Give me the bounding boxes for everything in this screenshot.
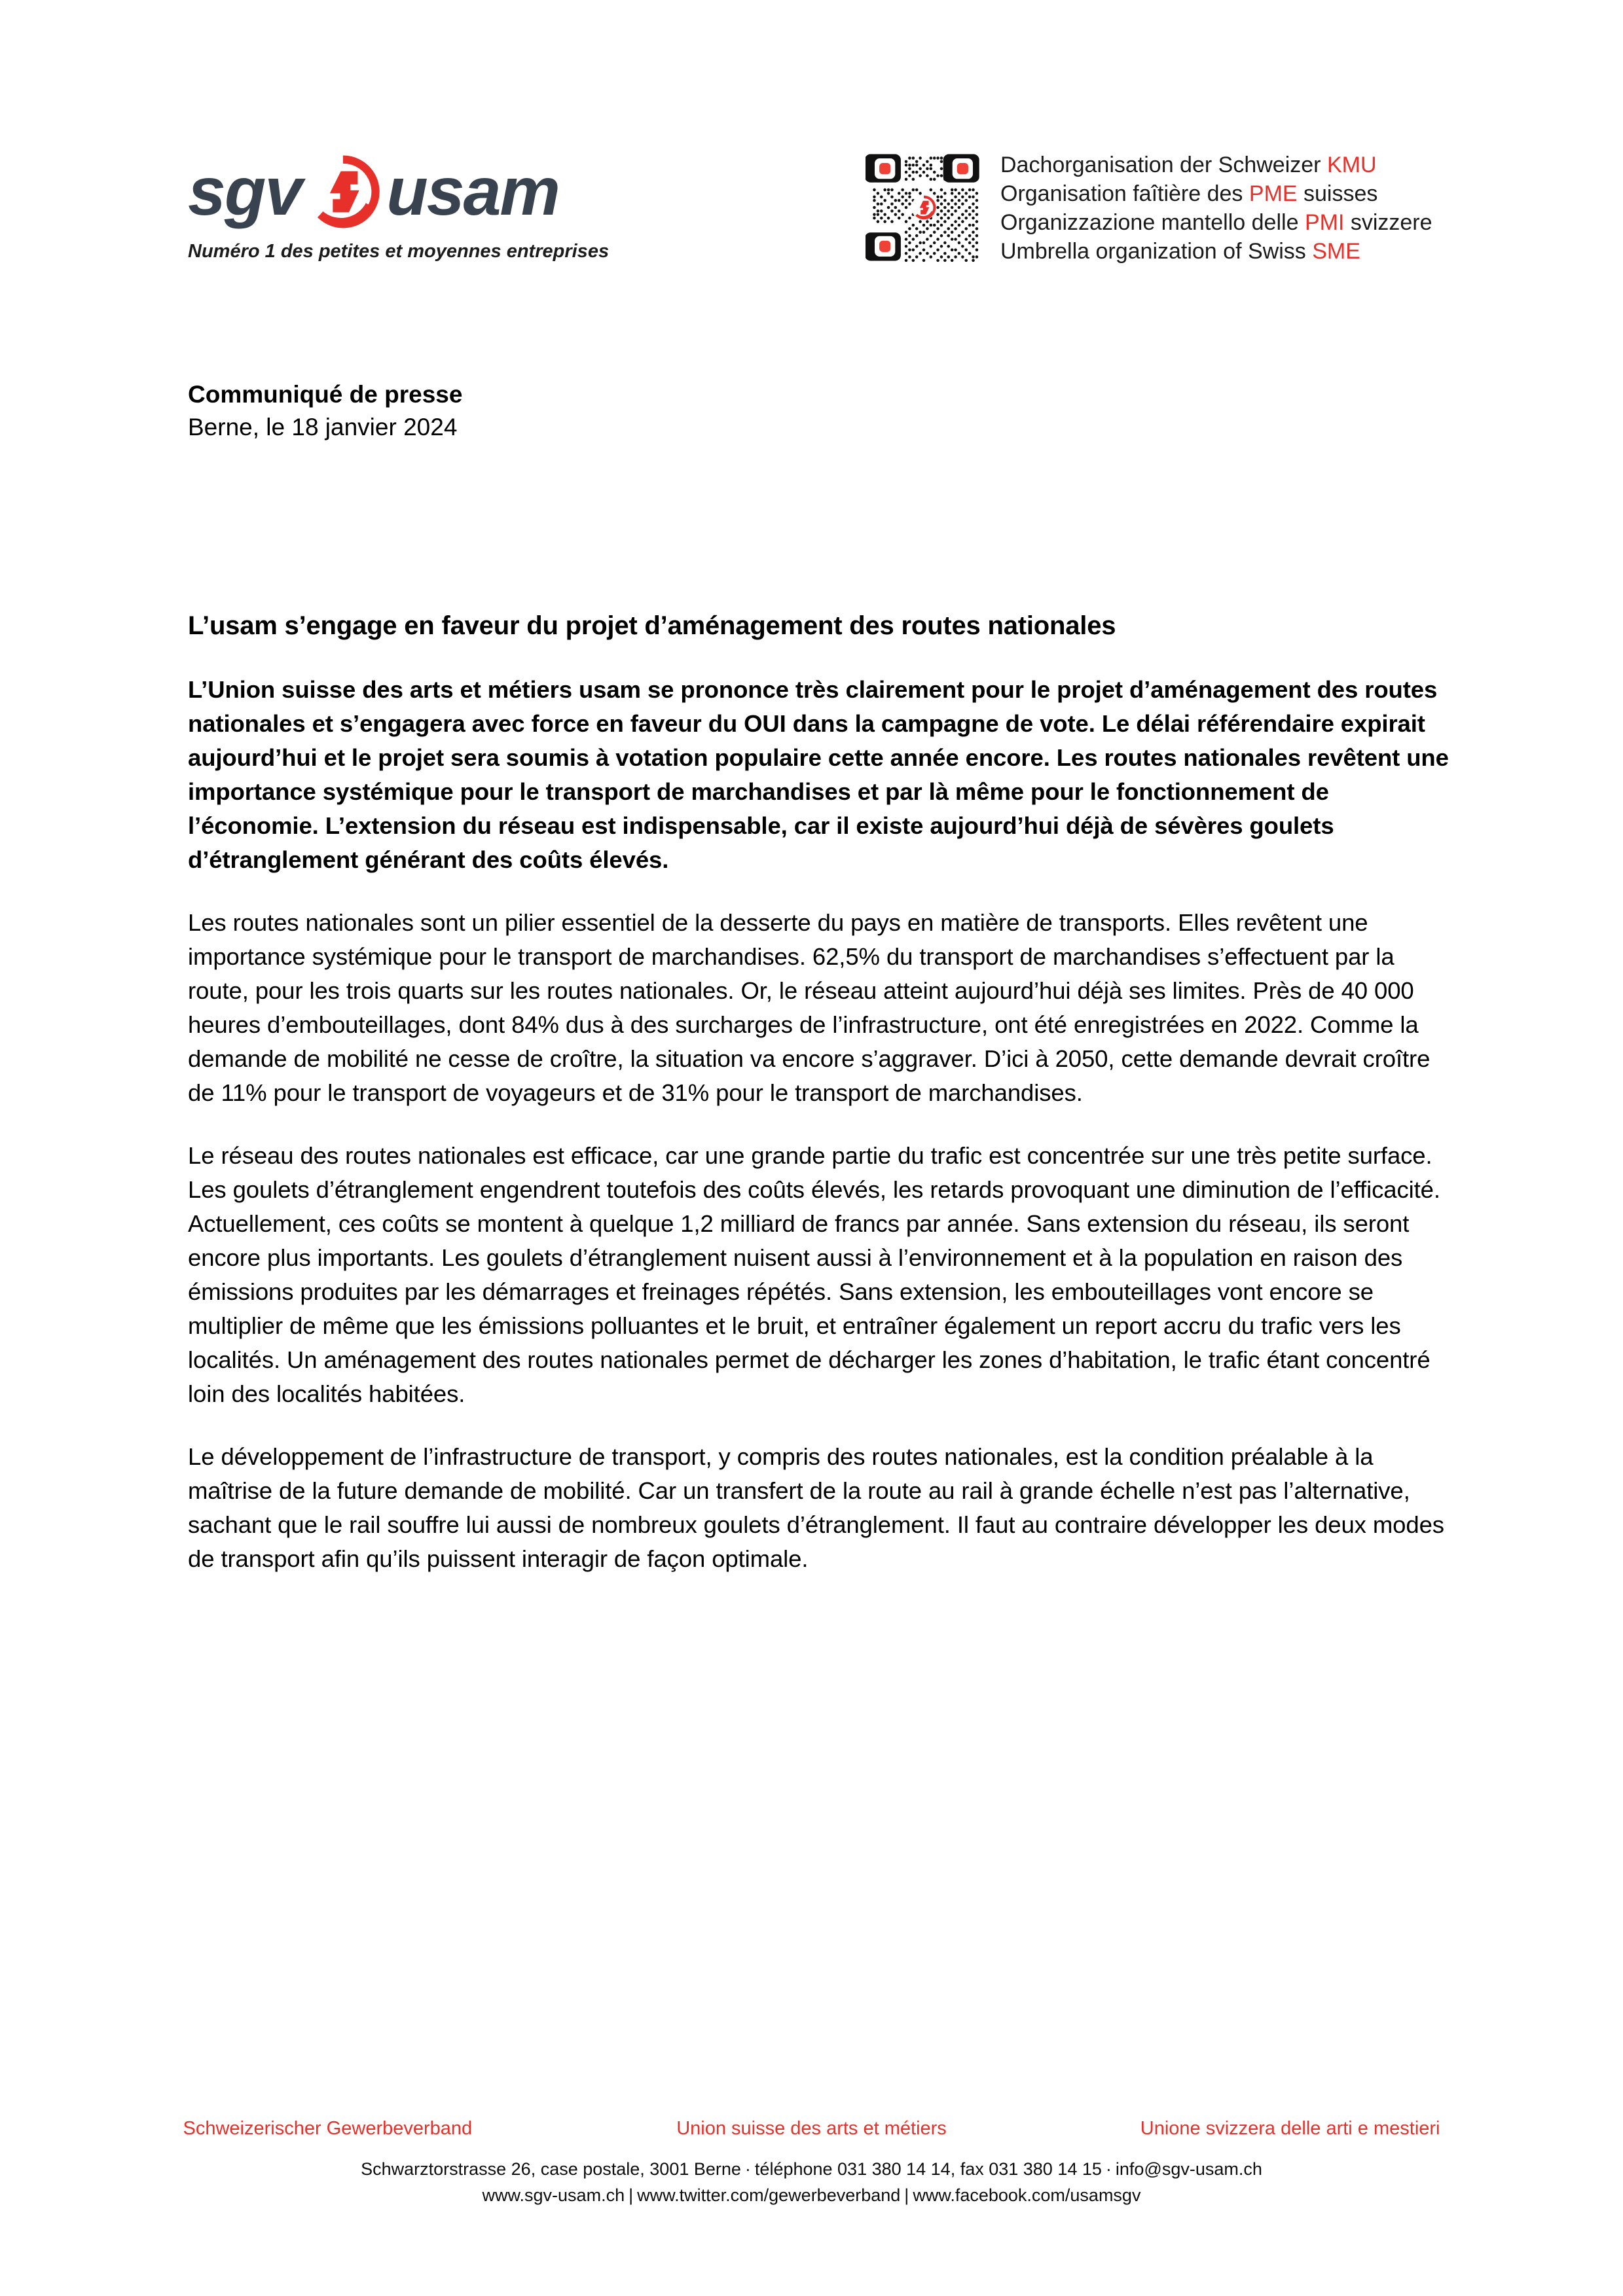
org-line-en-accent: SME [1312, 239, 1360, 264]
org-line-it [1000, 208, 1432, 237]
org-line-de [1000, 151, 1432, 179]
footer-organisation-names [0, 2115, 1623, 2142]
footer-address: Schwarztorstrasse 26, case postale, 3001 Berne [361, 2159, 741, 2179]
page-header [0, 0, 1623, 314]
footer-separator-3: | [629, 2185, 634, 2205]
org-line-it-prefix: Organizzazione mantello delle [1000, 210, 1305, 235]
logo-wordmark-usam: usam [386, 154, 559, 230]
place-and-date: Berne, le 18 janvier 2024 [188, 414, 458, 440]
qr-code[interactable] [866, 149, 982, 266]
footer-separator-2: · [1105, 2159, 1112, 2179]
footer-link-facebook[interactable]: www.facebook.com/usamsgv [913, 2185, 1141, 2205]
logo-wordmark-sgv: sgv [188, 154, 302, 230]
org-line-fr-accent: PME [1249, 181, 1298, 206]
document-type-label: Communiqué de presse [188, 381, 463, 408]
page-title: L’usam s’engage en faveur du projet d’aménagement des routes nationales [188, 611, 1116, 640]
article-body [188, 609, 1451, 1576]
usam-logo [188, 149, 646, 262]
org-line-fr [1000, 179, 1432, 208]
org-line-de-accent: KMU [1326, 152, 1377, 177]
logo-tagline: Numéro 1 des petites et moyennes entreprises [188, 241, 610, 262]
org-line-en-prefix: Umbrella organization of Swiss [1000, 239, 1313, 264]
lead-paragraph: L’Union suisse des arts et métiers usam se prononce très clairement pour le projet d’aménagement des routes nationales et s’engagera avec force en faveur du OUI dans la campagne de vote. Le délai référendaire expirait aujourd’hui et le projet sera soumis à votation populaire cette année encore. Les routes nationales revêtent une importance systémique pour le transport de marchandises et par là même pour le fonctionnement de l’économie. L’extension du réseau est indispensable, car il existe aujourd’hui déjà de sévères goulets d’étranglement générant des coûts élevés. [188, 676, 1449, 873]
footer-org-de: Schweizerischer Gewerbeverband [183, 2118, 473, 2139]
footer-phone: téléphone 031 380 14 14, fax 031 380 14 15 [754, 2159, 1102, 2179]
footer-email[interactable]: info@sgv-usam.ch [1115, 2159, 1262, 2179]
org-line-fr-prefix: Organisation faîtière des [1000, 181, 1249, 206]
org-line-fr-suffix: suisses [1297, 181, 1378, 206]
body-paragraph-2: Le réseau des routes nationales est efficace, car une grande partie du trafic est concentrée sur une très petite surface. Les goulets d’étranglement engendrent toutefois des coûts élevés, les retards provoquant une diminution de l’efficacité. Actuellement, ces coûts se montent à quelque 1,2 milliard de francs par année. Sans extension du réseau, ils seront encore plus importants. Les goulets d’étranglement nuisent aussi à l’environnement et à la population en raison des émissions produites par les démarrages et freinages répétés. Sans extension, les embouteillages vont encore se multiplier de même que les émissions polluantes et le bruit, et entraîner également un report accru du trafic vers les localités. Un aménagement des routes nationales permet de décharger les zones d’habitation, le trafic étant concentré loin des localités habitées. [188, 1142, 1440, 1407]
org-line-it-suffix: svizzere [1344, 210, 1432, 235]
footer-org-it: Unione svizzera delle arti e mestieri [1140, 2118, 1440, 2139]
body-paragraph-1: Les routes nationales sont un pilier essentiel de la desserte du pays en matière de transports. Elles revêtent une importance systémique pour le transport de marchandises. 62,5% du transport de marchandises s’effectuent par la route, pour les trois quarts sur les routes nationales. Or, le réseau atteint aujourd’hui déjà ses limites. Près de 40 000 heures d’embouteillages, dont 84% dus à des surcharges de l’infrastructure, ont été enregistrées en 2022. Comme la demande de mobilité ne cesse de croître, la situation va encore s’aggraver. D’ici à 2050, cette demande devrait croître de 11% pour le transport de voyageurs et de 31% pour le transport de marchandises. [188, 909, 1431, 1106]
footer-separator-4: | [904, 2185, 909, 2205]
footer-separator-1: · [744, 2159, 751, 2179]
footer-contact-line [0, 2156, 1623, 2182]
footer-links-line [0, 2182, 1623, 2208]
logo-wordmark [188, 149, 646, 234]
org-line-it-accent: PMI [1304, 210, 1345, 235]
usam-cross-circle-logo-icon [306, 155, 380, 228]
organisation-taglines [1000, 149, 1432, 266]
page-footer [0, 2115, 1623, 2208]
footer-link-twitter[interactable]: www.twitter.com/gewerbeverband [637, 2185, 901, 2205]
organisation-header [866, 149, 1432, 266]
footer-org-fr: Union suisse des arts et métiers [676, 2118, 947, 2139]
document-meta [188, 378, 974, 444]
org-line-en [1000, 237, 1432, 266]
footer-link-website[interactable]: www.sgv-usam.ch [482, 2185, 625, 2205]
org-line-de-prefix: Dachorganisation der Schweizer [1000, 152, 1327, 177]
body-paragraph-3: Le développement de l’infrastructure de transport, y compris des routes nationales, est la condition préalable à la maîtrise de la future demande de mobilité. Car un transfert de la route au rail à grande échelle n’est pas l’alternative, sachant que le rail souffre lui aussi de nombreux goulets d’étranglement. Il faut au contraire développer les deux modes de transport afin qu’ils puissent interagir de façon optimale. [188, 1443, 1444, 1572]
